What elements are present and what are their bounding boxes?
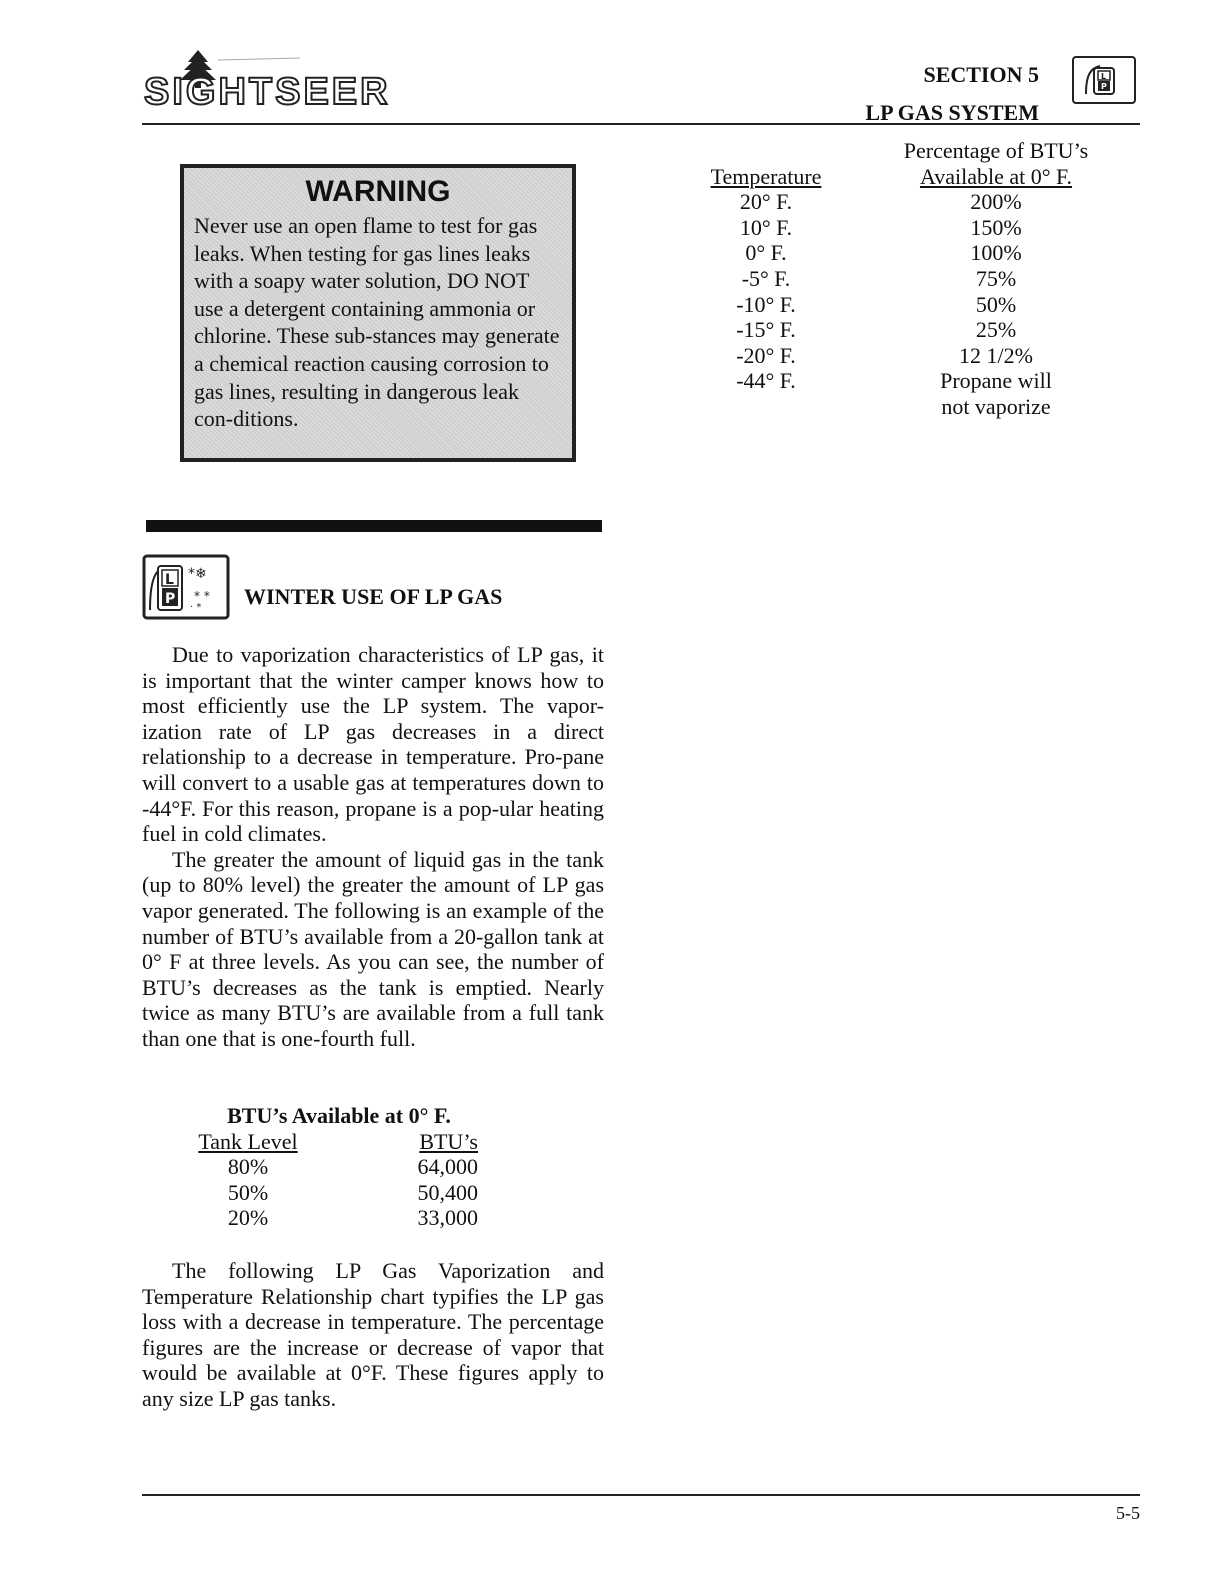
sightseer-logo-graphic xyxy=(140,48,460,112)
temp-cell: 20° F. xyxy=(739,189,793,215)
percent-cell: 25% xyxy=(975,317,1017,343)
table-row xyxy=(690,240,1150,266)
table-row xyxy=(690,189,1150,215)
percent-cell: 75% xyxy=(975,265,1017,291)
table-row xyxy=(690,394,1150,420)
temp-cell: -15° F. xyxy=(736,317,796,343)
svg-text:L: L xyxy=(1101,72,1107,81)
warning-text: Never use an open flame to test for gas leaks. When testing for gas lines leaks with a soapy water solution, DO NOT use a detergent containing ammonia or chlorine. These sub-stances may generate a chemical reaction causing corrosion to gas lines, resulting in dangerous leak con-ditions. xyxy=(194,213,560,432)
svg-text:P: P xyxy=(1101,82,1107,91)
tank-level-cell: 20% xyxy=(227,1205,269,1231)
winter-section-title: WINTER USE OF LP GAS xyxy=(244,584,503,609)
temp-cell: -20° F. xyxy=(736,342,796,368)
header-rule xyxy=(142,123,1140,125)
btu-cell: 33,000 xyxy=(417,1205,478,1231)
page-number: 5-5 xyxy=(1116,1503,1140,1523)
btu-table-caption: BTU’s Available at 0° F. xyxy=(227,1103,451,1128)
winter-body-bottom xyxy=(142,1258,604,1412)
percent-cell: Propane will xyxy=(940,368,1052,394)
temp-cell: -44° F. xyxy=(736,368,796,394)
paragraph: The greater the amount of liquid gas in the tank (up to 80% level) the greater the amount of LP gas vapor generated. The following is an example of the number of BTU’s available from a 20-gallon tank at 0° F at three levels. As you can see, the number of BTU’s decreases as the tank is emptied. Nearly twice as many BTU’s are available from a full tank than one that is one-fourth full. xyxy=(142,846,604,1051)
section-name: LP GAS SYSTEM xyxy=(865,100,1039,125)
temp-cell xyxy=(690,394,842,420)
tank-level-cell: 80% xyxy=(227,1154,269,1180)
section-number: SECTION 5 xyxy=(923,62,1039,87)
svg-text:SIGHTSEER: SIGHTSEER xyxy=(144,71,391,112)
temp-cell: 10° F. xyxy=(739,214,793,240)
svg-text:* *: * * xyxy=(194,589,210,603)
temp-cell: -5° F. xyxy=(741,265,791,291)
table-row xyxy=(194,1205,484,1231)
lp-tank-icon xyxy=(1072,56,1136,104)
table-row xyxy=(690,368,1150,394)
percent-cell: 150% xyxy=(970,214,1022,240)
temperature-table xyxy=(690,138,1150,420)
table-row xyxy=(690,317,1150,343)
btu-cell: 64,000 xyxy=(417,1154,478,1180)
section-divider-bar xyxy=(146,520,602,532)
table-row xyxy=(194,1180,484,1206)
percent-cell: not vaporize xyxy=(941,393,1051,419)
table-row xyxy=(690,343,1150,369)
temp-col-header-available: Available at 0° F. xyxy=(919,163,1073,189)
warning-box xyxy=(180,164,576,462)
btu-col-header-tank-level: Tank Level xyxy=(198,1128,298,1154)
percent-cell: 12 1/2% xyxy=(959,342,1033,368)
table-row xyxy=(690,266,1150,292)
btu-cell: 50,400 xyxy=(417,1179,478,1205)
svg-text:L: L xyxy=(165,572,174,588)
btu-col-header-btus: BTU’s xyxy=(419,1128,478,1154)
table-row xyxy=(690,292,1150,318)
svg-text:P: P xyxy=(165,591,176,607)
footer-rule xyxy=(142,1494,1140,1496)
temp-cell: 0° F. xyxy=(745,240,787,266)
paragraph: Due to vaporization characteristics of LP gas, it is important that the winter camper knows how to most efficiently use the LP system. The vapor-ization rate of LP gas decreases in a direct relationship to a decrease in temperature. Pro-pane will convert to a usable gas at temperatures down to -44°F. For this reason, propane is a pop-ular heating fuel in cold climates. xyxy=(142,642,604,847)
table-row xyxy=(690,215,1150,241)
winter-body-top xyxy=(142,642,604,1052)
warning-title: WARNING xyxy=(305,175,451,208)
lp-snowflake-icon xyxy=(142,554,230,620)
paragraph: The following LP Gas Vaporization and Temperature Relationship chart typifies the LP gas loss with a decrease in temperature. The percentage figures are the increase or decrease of vapor that would be available at 0°F. These figures apply to any size LP gas tanks. xyxy=(142,1258,604,1411)
table-row xyxy=(194,1154,484,1180)
temp-cell: -10° F. xyxy=(736,291,796,317)
percent-cell: 50% xyxy=(975,291,1017,317)
temp-col-header-temperature: Temperature xyxy=(710,163,822,189)
tank-level-cell: 50% xyxy=(227,1179,269,1205)
section-heading xyxy=(865,56,1039,132)
btu-table xyxy=(194,1103,484,1231)
temp-header-top: Percentage of BTU’s xyxy=(903,138,1089,163)
percent-cell: 100% xyxy=(970,240,1022,266)
sightseer-logo xyxy=(140,48,460,112)
svg-text:· *: · * xyxy=(190,602,202,613)
svg-text:*❄: *❄ xyxy=(188,566,207,582)
percent-cell: 200% xyxy=(970,189,1022,215)
